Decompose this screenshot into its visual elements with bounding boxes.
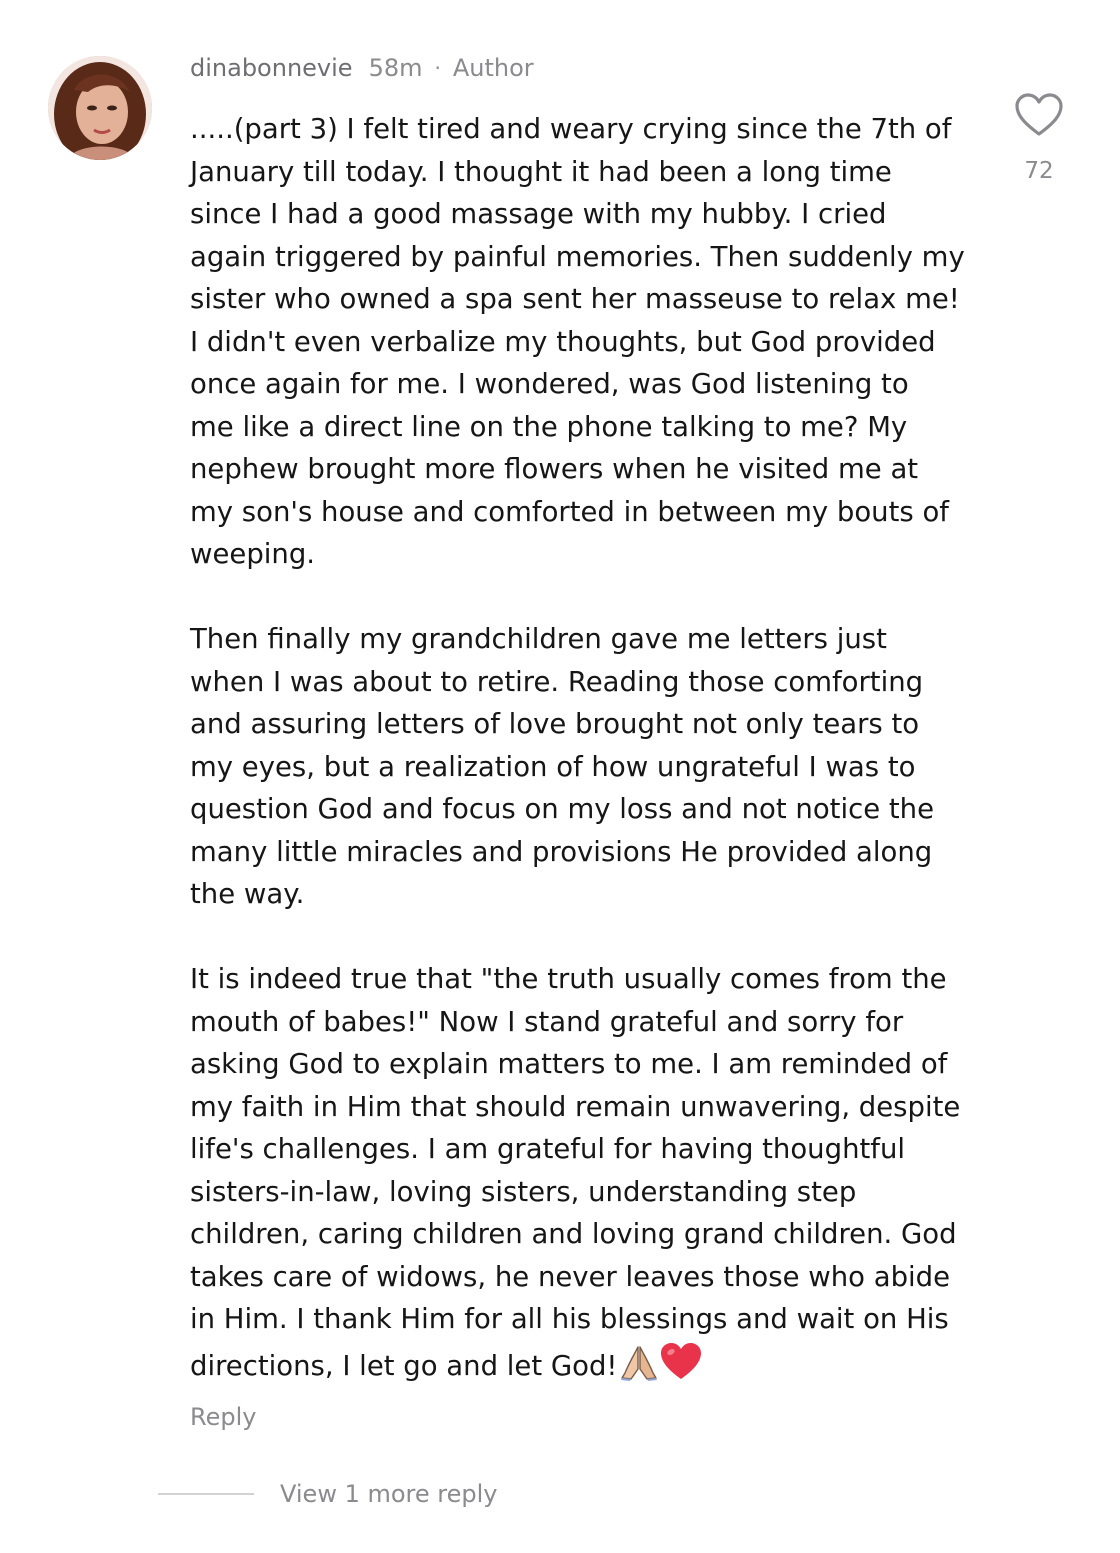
username[interactable]: dinabonnevie: [190, 54, 353, 82]
trailing-emojis: [619, 1341, 703, 1394]
comment-paragraph-2: Then finally my grandchildren gave me letters just when I was about to retire. Reading those comforting and assuring letters of love brought not only tears to my eyes, but a realization of how ungrateful I was to question God and focus on my loss and not notice the many little miracles and provisions He provided along the way.: [190, 623, 934, 910]
like-count: 72: [1024, 158, 1054, 184]
avatar[interactable]: [48, 56, 152, 160]
separator-dot: ·: [434, 56, 441, 80]
comment-paragraph-3-text: It is indeed true that "the truth usually comes from the mouth of babes!" Now I stand grateful and sorry for asking God to explain matters to me. I am reminded of my faith in Him that should remain unwavering, despite life's challenges. I am grateful for having thoughtful sisters-in-law, loving sisters, understanding step children, caring children and loving grand children. God takes care of widows, he never leaves those who abide in Him. I thank Him for all his blessings and wait on His directions, I let go and let God!: [190, 963, 961, 1382]
like-area: [1006, 92, 1072, 184]
comment-paragraph-3: [190, 958, 970, 1393]
heart-outline-icon[interactable]: [1014, 92, 1064, 138]
comment-header: [190, 50, 534, 86]
red-heart-icon: [659, 1341, 703, 1381]
reply-button[interactable]: Reply: [190, 1403, 257, 1431]
comment-paragraph-1: .....(part 3) I felt tired and weary crying since the 7th of January till today. I thought it had been a long time since I had a good massage with my hubby. I cried again triggered by painful memories. Then suddenly my sister who owned a spa sent her masseuse to relax me! I didn't even verbalize my thoughts, but God provided once again for me. I wondered, was God listening to me like a direct line on the phone talking to me? My nephew brought more flowers when he visited me at my son's house and comforted in between my bouts of weeping.: [190, 113, 965, 570]
view-more-replies[interactable]: [158, 1480, 498, 1508]
view-more-replies-label[interactable]: View 1 more reply: [280, 1480, 498, 1508]
timestamp: 58m: [368, 54, 423, 82]
replies-divider: [158, 1493, 254, 1495]
author-badge: Author: [452, 54, 534, 82]
praying-hands-icon: [619, 1343, 659, 1381]
profile-photo-icon: [48, 56, 152, 160]
comment-body: [190, 108, 970, 1393]
